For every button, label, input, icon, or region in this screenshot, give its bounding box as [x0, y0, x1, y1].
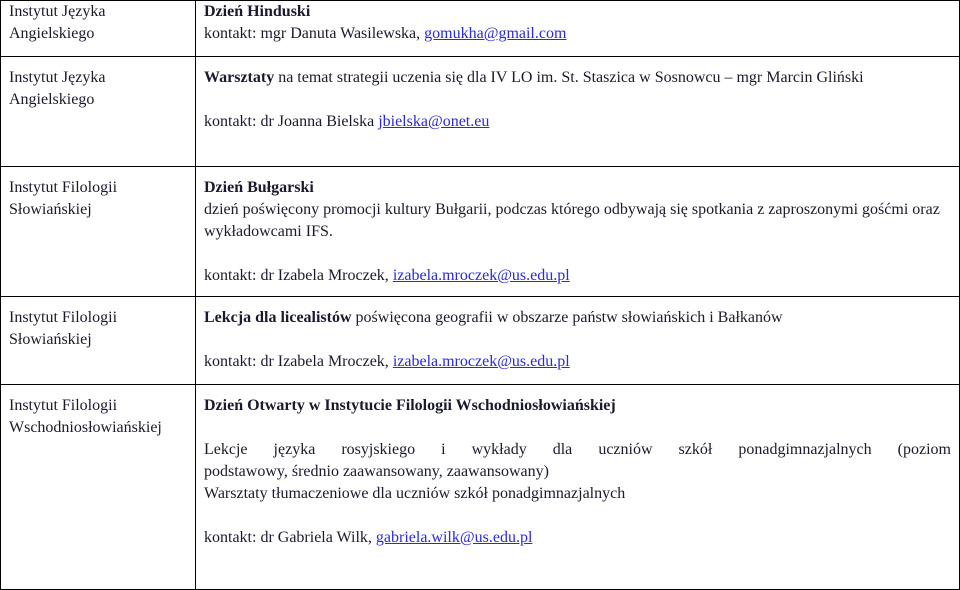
- institution-line: Wschodniosłowiańskiej: [9, 419, 162, 436]
- spacer: [204, 417, 951, 439]
- email-link[interactable]: izabela.mroczek@us.edu.pl: [392, 267, 570, 284]
- event-cell: [196, 297, 960, 385]
- institution-line: Instytut Filologii: [9, 309, 118, 326]
- contact-text: kontakt: mgr Danuta Wasilewska,: [204, 25, 425, 42]
- table-row: [1, 385, 960, 590]
- event-description-line: Warsztaty tłumaczeniowe dla uczniów szkół ponadgimnazjalnych: [204, 485, 626, 502]
- email-link[interactable]: jbielska@onet.eu: [378, 113, 490, 130]
- event-description-line: Lekcje języka rosyjskiego i wykłady dla uczniów szkół ponadgimnazjalnych (poziom: [204, 441, 951, 458]
- event-title-rest: poświęcona geografii w obszarze państw słowiańskich i Bałkanów: [351, 309, 783, 326]
- event-title-rest: na temat strategii uczenia się dla IV LO im. St. Staszica w Sosnowcu – mgr Marcin Gliński: [274, 69, 864, 86]
- institution-line: Instytut Języka: [9, 69, 106, 86]
- event-cell: [196, 167, 960, 297]
- contact-line: [204, 527, 951, 549]
- contact-text: kontakt: dr Gabriela Wilk,: [204, 529, 376, 546]
- table-row: [1, 57, 960, 167]
- institution-cell: [1, 167, 196, 297]
- institution-cell: [1, 297, 196, 385]
- contact-text: kontakt: dr Izabela Mroczek,: [204, 267, 393, 284]
- institution-cell: [1, 57, 196, 167]
- table-row: [1, 1, 960, 57]
- institution-line: Angielskiego: [9, 25, 95, 42]
- contact-line: [204, 111, 951, 133]
- event-title: Dzień Otwarty w Instytucie Filologii Wschodniosłowiańskiej: [204, 397, 616, 414]
- spacer: [204, 329, 951, 351]
- contact-line: [204, 23, 951, 45]
- institution-cell: [1, 385, 196, 590]
- contact-text: kontakt: dr Joanna Bielska: [204, 113, 379, 130]
- event-description-line: podstawowy, średnio zaawansowany, zaawansowany): [204, 463, 549, 480]
- event-cell: [196, 57, 960, 167]
- event-title: Lekcja dla licealistów: [204, 309, 352, 326]
- contact-text: kontakt: dr Izabela Mroczek,: [204, 353, 393, 370]
- institution-line: Instytut Filologii: [9, 397, 118, 414]
- email-link[interactable]: gabriela.wilk@us.edu.pl: [375, 529, 533, 546]
- email-link[interactable]: izabela.mroczek@us.edu.pl: [392, 353, 570, 370]
- spacer: [204, 505, 951, 527]
- event-title: Dzień Bułgarski: [204, 179, 314, 196]
- table-row: [1, 167, 960, 297]
- event-cell: [196, 385, 960, 590]
- contact-line: [204, 351, 951, 373]
- table-row: [1, 297, 960, 385]
- institution-cell: [1, 1, 196, 57]
- event-description: [204, 307, 951, 329]
- event-cell: [196, 1, 960, 57]
- event-title: Dzień Hinduski: [204, 3, 311, 20]
- event-title: Warsztaty: [204, 69, 275, 86]
- institution-line: Instytut Języka: [9, 3, 106, 20]
- institution-line: Słowiańskiej: [9, 331, 92, 348]
- event-description: dzień poświęcony promocji kultury Bułgarii, podczas którego odbywają się spotkania z zaproszonymi gośćmi oraz wykładowcami IFS.: [204, 201, 940, 240]
- contact-line: [204, 265, 951, 287]
- spacer: [204, 243, 951, 265]
- institution-line: Słowiańskiej: [9, 201, 92, 218]
- spacer: [204, 89, 951, 111]
- institution-line: Angielskiego: [9, 91, 95, 108]
- institution-line: Instytut Filologii: [9, 179, 118, 196]
- email-link[interactable]: gomukha@gmail.com: [424, 25, 567, 42]
- event-description: [204, 67, 951, 89]
